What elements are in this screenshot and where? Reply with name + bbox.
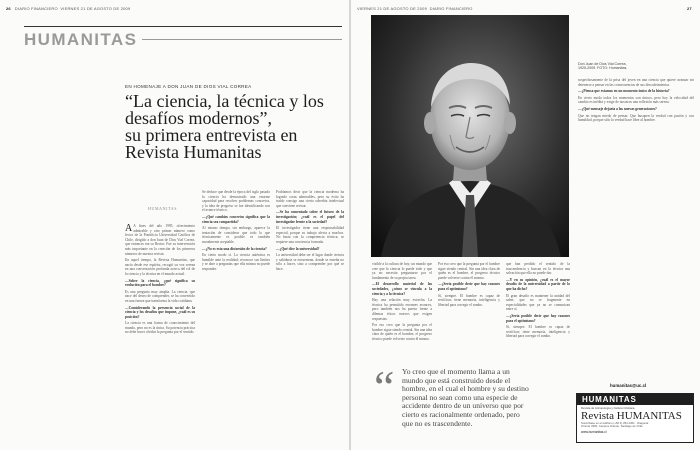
interview-question: —Se ha comentado sobre el futuro de la investigación; ¿cuál es el papel del investigador frente a la sociedad? — [276, 210, 344, 224]
paragraph: En aquel tiempo, la Revista Humanitas, que nacía desde ese espíritu, recogió su voz serena en una conversación profunda acerca del rol de la ciencia y la técnica en el mundo actual. — [125, 258, 195, 276]
interview-question: —¿Qué cambios concretos significa que la ciencia sea compartida? — [202, 214, 270, 224]
right-page-number: 27 — [687, 6, 692, 11]
caption-name: Don Juan de Dios Vial Correa, — [578, 62, 627, 66]
interview-question: —¿Qué mensaje dejaría a las nuevas generaciones? — [578, 106, 657, 111]
humanitas-advertisement — [576, 393, 694, 443]
pull-quote-text: Yo creo que el momento llama a un mundo que está construido desde el hombre, en el cual el hombre y su destino personal no sean como una especie de accidente dentro de un universo que por cierto es racionalmente ordenado, pero que no es trascendente. — [402, 367, 529, 428]
interview-answer: En cierto modo sí. La ciencia auténtica es humilde ante la realidad; reconoce sus límites y se abre a preguntas que ella misma no puede responder. — [202, 253, 270, 271]
paragraph: visible a la cultura de hoy; un mundo que cree que la ciencia lo puede todo y que ya no necesita preguntarse por el fundamento de su propia tarea. — [372, 262, 432, 280]
photo-caption — [578, 62, 627, 71]
intro-paragraph: A fines del año 1995, ofrecimiento admirable y otro primer número como lector de la Pontificia Universidad Católica de Chile, dirigido a don Juan de Dios Vial Correa, que entonces era su Rector. Fue su intervención más importante en la creación de los primeros números de nuestra revista. — [125, 224, 195, 256]
drop-cap: A — [125, 224, 133, 234]
interview-answer: Es una pregunta muy amplia. La ciencia, que nace del deseo de comprender, se ha convertido en una fuerza que transforma la vida cotidiana. — [125, 289, 195, 303]
interview-question: —Sobre la ciencia, ¿qué significa su evolución para el hombre? — [125, 278, 195, 288]
paragraph: Podríamos decir que la ciencia moderna ha logrado cosas admirables, pero su éxito ha traído consigo una cierta soberbia intelectual que conviene revisar. — [276, 190, 344, 208]
paragraph: que han perdido el sentido de la trascendencia y buscan en la técnica una salvación que ella no puede dar. — [506, 262, 570, 276]
left-page — [0, 0, 349, 450]
right-column-3 — [578, 78, 694, 378]
interview-question: —¿Sería posible decir que hay razones para el optimismo? — [438, 282, 500, 291]
paragraph: Se deduce que desde la época del siglo pasado la ciencia ha demostrado una enorme capacidad para resolver problemas concretos, y la idea de progreso se fue identificando con el avance técnico. — [202, 190, 270, 213]
interview-answer: La ciencia es una forma de conocimiento del mundo, pero no es la única. Su potencia práctica no debe hacer olvidar la pregunta por el sentido. — [125, 321, 195, 335]
left-folio — [6, 6, 130, 11]
interview-answer: En cierto modo todos los momentos son únicos, pero hoy la velocidad del cambio es inédita y exige de nosotros una reflexión más serena. — [578, 95, 694, 105]
caption-credit: 1925-2009. FOTO: Humanitas. — [578, 66, 628, 71]
left-column-1 — [125, 224, 195, 442]
pull-quote — [372, 361, 560, 440]
interview-answer: Hay una relación muy estrecha. La técnica ha permitido enormes avances, pero también nos ha puesto frente a dilemas éticos nuevos que exigen respuestas. — [372, 298, 432, 321]
interview-question: —Considerando la presencia social de la ciencia y los desafíos que impone, ¿cuál es su posición? — [125, 305, 195, 319]
paragraph: Por eso creo que la pregunta por el hombre sigue siendo central. Sin una idea clara de quién es el hombre, el progreso técnico puede volverse contra él mismo. — [438, 262, 500, 280]
left-running-head: DIARIO FINANCIERO — [14, 6, 58, 11]
interview-question: —El desarrollo material de las sociedades, ¿cómo se vincula a la ciencia y a la técnica? — [372, 282, 432, 296]
interview-question: —¿Sería posible decir que hay razones para el optimismo? — [506, 313, 570, 323]
left-page-number: 26 — [6, 6, 11, 11]
interview-question: —¿No es esta una distorsión de la ciencia? — [202, 246, 267, 251]
interview-question: —¿Piensa que estamos en un momento único de la historia? — [578, 89, 670, 94]
contact-email-text: humanitas@uc.cl — [610, 383, 647, 388]
right-page-number-wrap — [687, 6, 692, 11]
right-running-head: DIARIO FINANCIERO — [429, 6, 473, 11]
humanitas-logo: HUMANITAS — [148, 206, 178, 211]
headline-quote: “La ciencia, la técnica y los desafíos modernos”, — [125, 91, 324, 128]
article-headline — [125, 93, 345, 161]
headline-subtitle: su primera entrevista en Revista Humanitas — [125, 125, 298, 162]
interview-answer: Sí, siempre. El hombre es capaz de rectificar; tiene memoria, inteligencia y libertad para corregir el rumbo. — [506, 325, 570, 339]
right-running-date: VIERNES 21 DE AGOSTO DE 2009 — [357, 6, 427, 11]
interview-answer: El investigador tiene una responsabilidad especial, porque su trabajo afecta a muchos. No basta con la competencia técnica; se requiere una conciencia formada. — [276, 226, 344, 244]
ad-url: www.humanitas.cl — [581, 429, 607, 434]
right-column-1 — [372, 262, 432, 360]
section-rule — [142, 39, 342, 40]
paragraph: sospechosamente de la prisa del joven en una ciencia que quiere avanzar sin detenerse a pensar en las consecuencias de sus descubrimientos. — [578, 78, 694, 87]
ad-info-line: Oriente 3300, Campus Oriente, Santiago de Chile — [581, 424, 643, 429]
interview-answer: Al mismo tiempo, sin embargo, aparece la tentación de considerar que todo lo que técnicamente es posible es también moralmente aceptable. — [202, 226, 270, 244]
paragraph: Por eso creo que la pregunta por el hombre sigue siendo central. Sin una idea clara de quién es el hombre, el progreso técnico puede volverse contra él mismo. — [372, 323, 432, 341]
ad-tagline: Revista de Antropología y Cultura Cristiana — [581, 406, 635, 410]
section-header — [24, 26, 342, 48]
ad-title: Revista HUMANITAS — [581, 410, 682, 422]
left-column-2 — [202, 190, 270, 442]
left-running-date: VIERNES 21 DE AGOSTO DE 2009 — [60, 6, 131, 11]
interview-answer: Que no tengan miedo de pensar. Que busquen la verdad con pasión y con humildad, porque sólo la verdad hace libre al hombre. — [578, 113, 694, 123]
portrait-photo — [371, 15, 569, 257]
section-title: HUMANITAS — [24, 30, 138, 49]
interview-answer: Sí, siempre. El hombre es capaz de rectificar; tiene memoria, inteligencia y libertad para corregir el rumbo. — [438, 293, 500, 307]
interview-answer: La universidad debe ser el lugar donde ciencia y sabiduría se encuentran, donde se enseña no sólo a hacer, sino a comprender por qué se hace. — [276, 253, 344, 271]
right-folio — [357, 6, 473, 11]
interview-question: —Y en su opinión, ¿cuál es el mayor desafío de la universidad a partir de lo que ha dicho? — [506, 277, 570, 291]
right-column-2a — [438, 262, 500, 360]
interview-answer: El gran desafío es mantener la unidad del saber, que no se fragmente en especialidades que ya no se comunican entre sí. — [506, 293, 570, 312]
quote-mark-icon: “ — [374, 361, 395, 412]
left-column-3 — [276, 190, 344, 442]
contact-email — [610, 383, 646, 388]
ad-brand: HUMANITAS — [577, 394, 693, 405]
ad-info-line: Suscríbase en el teléfono (+56 2) 354 2401 · Diagonal — [581, 421, 649, 425]
interview-question: —¿Qué dice la universidad? — [276, 246, 320, 251]
article-kicker: EN HOMENAJE A DON JUAN DE DIOS VIAL CORREA — [125, 84, 252, 89]
